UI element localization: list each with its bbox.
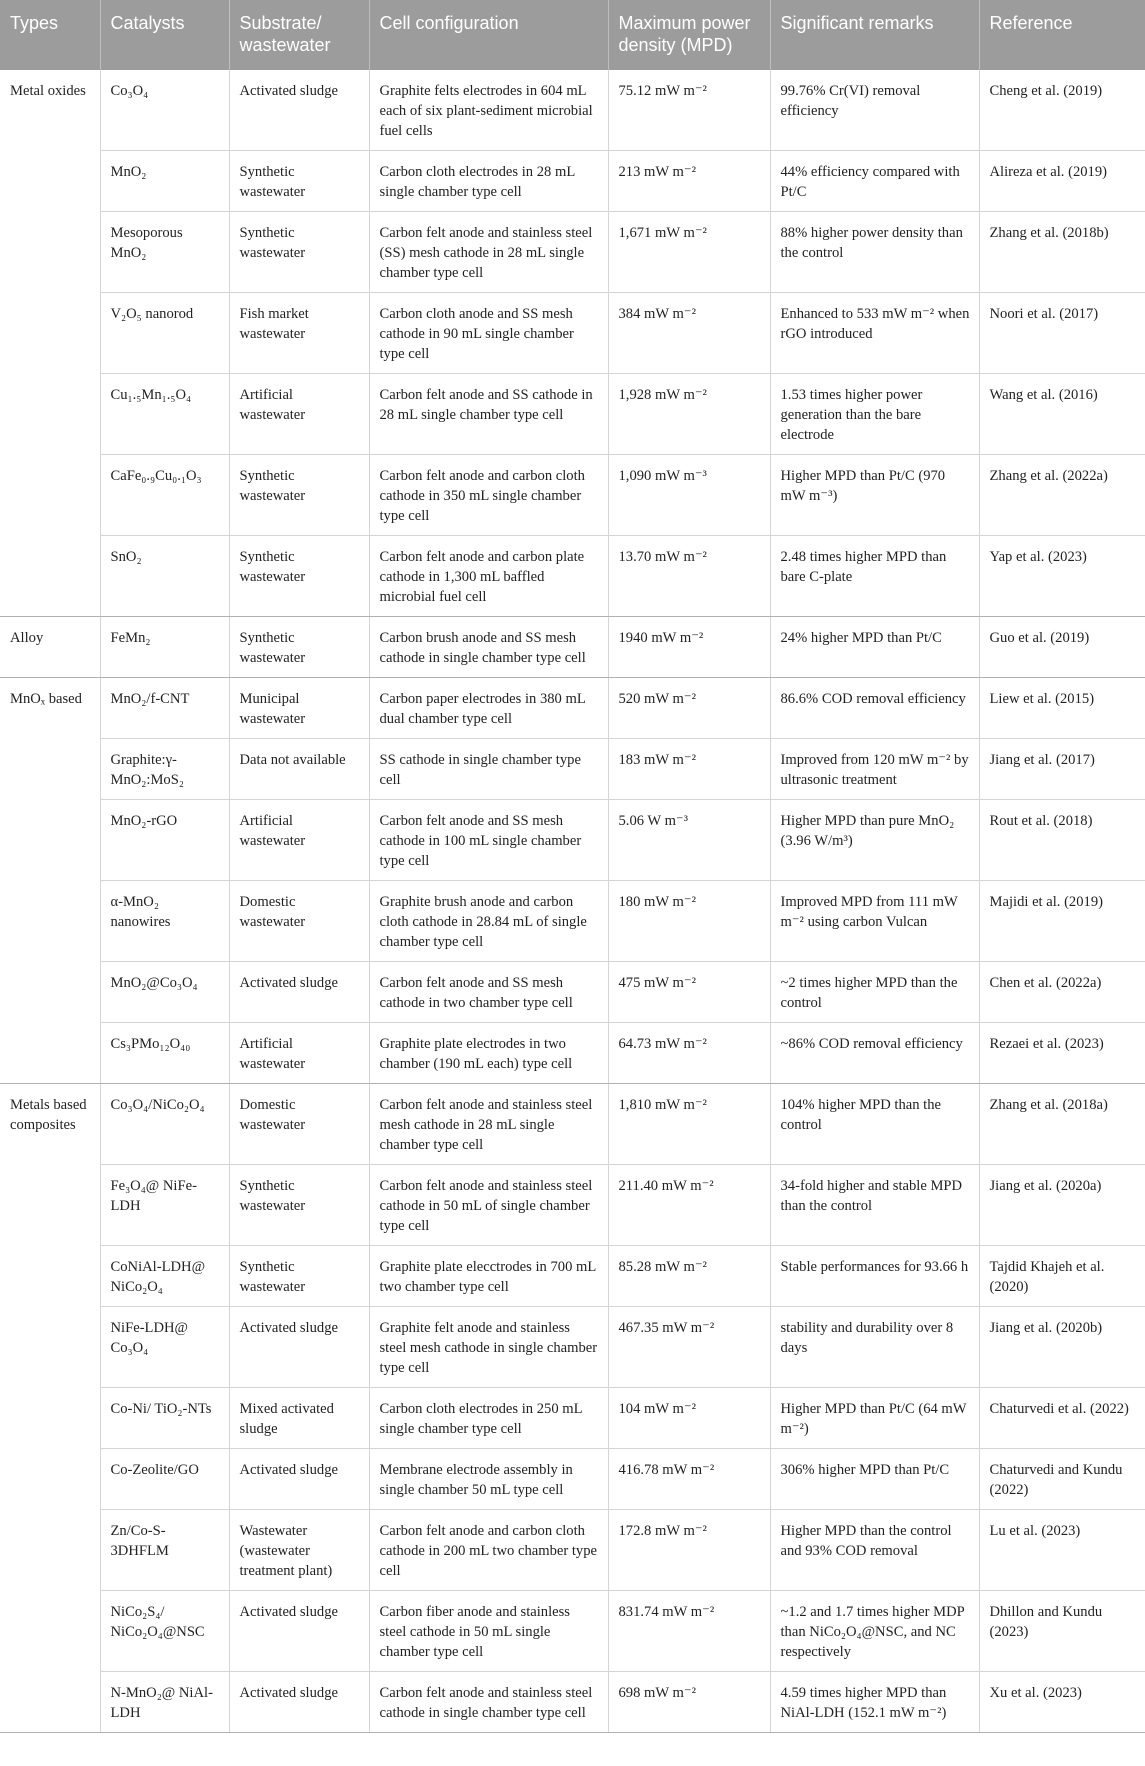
cell-configuration-cell: Carbon felt anode and stainless steel mesh cathode in 28 mL single chamber type cell xyxy=(369,1084,608,1165)
mpd-cell: 183 mW m⁻² xyxy=(608,739,770,800)
catalyst-cell: Co-Ni/ TiO₂-NTs xyxy=(100,1388,229,1449)
remarks-cell: 1.53 times higher power generation than the bare electrode xyxy=(770,374,979,455)
type-cell: Metal oxides xyxy=(0,70,100,617)
mpd-cell: 384 mW m⁻² xyxy=(608,293,770,374)
reference-cell: Jiang et al. (2017) xyxy=(979,739,1145,800)
table-row xyxy=(0,455,1145,536)
cell-configuration-cell: SS cathode in single chamber type cell xyxy=(369,739,608,800)
remarks-cell: 4.59 times higher MPD than NiAl-LDH (152.1 mW m⁻²) xyxy=(770,1672,979,1733)
cell-configuration-cell: Graphite brush anode and carbon cloth cathode in 28.84 mL of single chamber type cell xyxy=(369,881,608,962)
header-cell-configuration: Cell configuration xyxy=(369,0,608,70)
mpd-cell: 1,810 mW m⁻² xyxy=(608,1084,770,1165)
cell-configuration-cell: Carbon fiber anode and stainless steel cathode in 50 mL single chamber type cell xyxy=(369,1591,608,1672)
reference-cell: Yap et al. (2023) xyxy=(979,536,1145,617)
catalyst-cell: Co-Zeolite/GO xyxy=(100,1449,229,1510)
substrate-cell: Artificial wastewater xyxy=(229,800,369,881)
table-row xyxy=(0,800,1145,881)
table-row xyxy=(0,70,1145,151)
table-row xyxy=(0,1246,1145,1307)
cell-configuration-cell: Carbon brush anode and SS mesh cathode in single chamber type cell xyxy=(369,617,608,678)
reference-cell: Liew et al. (2015) xyxy=(979,678,1145,739)
cell-configuration-cell: Graphite plate elecctrodes in 700 mL two chamber type cell xyxy=(369,1246,608,1307)
catalyst-cell: MnO₂ xyxy=(100,151,229,212)
table-row xyxy=(0,212,1145,293)
remarks-cell: 24% higher MPD than Pt/C xyxy=(770,617,979,678)
header-substrate: Substrate/ wastewater xyxy=(229,0,369,70)
substrate-cell: Municipal wastewater xyxy=(229,678,369,739)
cell-configuration-cell: Membrane electrode assembly in single chamber 50 mL type cell xyxy=(369,1449,608,1510)
mpd-cell: 1940 mW m⁻² xyxy=(608,617,770,678)
cell-configuration-cell: Graphite plate electrodes in two chamber (190 mL each) type cell xyxy=(369,1023,608,1084)
catalyst-cell: N-MnO₂@ NiAl-LDH xyxy=(100,1672,229,1733)
reference-cell: Zhang et al. (2018a) xyxy=(979,1084,1145,1165)
table-row xyxy=(0,1449,1145,1510)
reference-cell: Wang et al. (2016) xyxy=(979,374,1145,455)
table-row xyxy=(0,293,1145,374)
reference-cell: Chaturvedi and Kundu (2022) xyxy=(979,1449,1145,1510)
catalyst-cell: MnO₂/f-CNT xyxy=(100,678,229,739)
substrate-cell: Artificial wastewater xyxy=(229,1023,369,1084)
cell-configuration-cell: Carbon felt anode and stainless steel cathode in 50 mL of single chamber type cell xyxy=(369,1165,608,1246)
substrate-cell: Synthetic wastewater xyxy=(229,1165,369,1246)
reference-cell: Lu et al. (2023) xyxy=(979,1510,1145,1591)
substrate-cell: Synthetic wastewater xyxy=(229,536,369,617)
header-catalysts: Catalysts xyxy=(100,0,229,70)
table-row xyxy=(0,1307,1145,1388)
remarks-cell: 44% efficiency compared with Pt/C xyxy=(770,151,979,212)
remarks-cell: 99.76% Cr(VI) removal efficiency xyxy=(770,70,979,151)
cell-configuration-cell: Graphite felt anode and stainless steel mesh cathode in single chamber type cell xyxy=(369,1307,608,1388)
mpd-cell: 75.12 mW m⁻² xyxy=(608,70,770,151)
type-cell: MnOₓ based xyxy=(0,678,100,1084)
reference-cell: Xu et al. (2023) xyxy=(979,1672,1145,1733)
remarks-cell: stability and durability over 8 days xyxy=(770,1307,979,1388)
substrate-cell: Activated sludge xyxy=(229,70,369,151)
cell-configuration-cell: Carbon felt anode and carbon cloth cathode in 350 mL single chamber type cell xyxy=(369,455,608,536)
reference-cell: Jiang et al. (2020a) xyxy=(979,1165,1145,1246)
mpd-cell: 467.35 mW m⁻² xyxy=(608,1307,770,1388)
remarks-cell: Higher MPD than Pt/C (64 mW m⁻²) xyxy=(770,1388,979,1449)
substrate-cell: Fish market wastewater xyxy=(229,293,369,374)
cell-configuration-cell: Carbon felt anode and carbon plate cathode in 1,300 mL baffled microbial fuel cell xyxy=(369,536,608,617)
catalyst-cell: MnO₂@Co₃O₄ xyxy=(100,962,229,1023)
substrate-cell: Activated sludge xyxy=(229,1672,369,1733)
reference-cell: Alireza et al. (2019) xyxy=(979,151,1145,212)
substrate-cell: Synthetic wastewater xyxy=(229,151,369,212)
substrate-cell: Synthetic wastewater xyxy=(229,455,369,536)
catalyst-cell: NiCo₂S₄/ NiCo₂O₄@NSC xyxy=(100,1591,229,1672)
table-row xyxy=(0,739,1145,800)
substrate-cell: Activated sludge xyxy=(229,962,369,1023)
cell-configuration-cell: Graphite felts electrodes in 604 mL each of six plant-sediment microbial fuel cells xyxy=(369,70,608,151)
remarks-cell: 104% higher MPD than the control xyxy=(770,1084,979,1165)
remarks-cell: Higher MPD than Pt/C (970 mW m⁻³) xyxy=(770,455,979,536)
reference-cell: Noori et al. (2017) xyxy=(979,293,1145,374)
substrate-cell: Artificial wastewater xyxy=(229,374,369,455)
catalyst-cell: Graphite:γ-MnO₂:MoS₂ xyxy=(100,739,229,800)
cell-configuration-cell: Carbon cloth anode and SS mesh cathode in 90 mL single chamber type cell xyxy=(369,293,608,374)
header-remarks: Significant remarks xyxy=(770,0,979,70)
mpd-cell: 1,928 mW m⁻² xyxy=(608,374,770,455)
remarks-cell: Improved from 120 mW m⁻² by ultrasonic treatment xyxy=(770,739,979,800)
catalyst-cell: α-MnO₂ nanowires xyxy=(100,881,229,962)
substrate-cell: Activated sludge xyxy=(229,1449,369,1510)
catalyst-cell: SnO₂ xyxy=(100,536,229,617)
cell-configuration-cell: Carbon felt anode and stainless steel cathode in single chamber type cell xyxy=(369,1672,608,1733)
header-reference: Reference xyxy=(979,0,1145,70)
substrate-cell: Synthetic wastewater xyxy=(229,617,369,678)
mpd-cell: 520 mW m⁻² xyxy=(608,678,770,739)
mpd-cell: 475 mW m⁻² xyxy=(608,962,770,1023)
table-row xyxy=(0,1388,1145,1449)
table-row xyxy=(0,1510,1145,1591)
reference-cell: Jiang et al. (2020b) xyxy=(979,1307,1145,1388)
table-row xyxy=(0,1672,1145,1733)
remarks-cell: 88% higher power density than the control xyxy=(770,212,979,293)
remarks-cell: 86.6% COD removal efficiency xyxy=(770,678,979,739)
catalyst-cell: Cu₁.₅Mn₁.₅O₄ xyxy=(100,374,229,455)
reference-cell: Guo et al. (2019) xyxy=(979,617,1145,678)
table-row xyxy=(0,1023,1145,1084)
mpd-cell: 211.40 mW m⁻² xyxy=(608,1165,770,1246)
remarks-cell: 34-fold higher and stable MPD than the control xyxy=(770,1165,979,1246)
reference-cell: Zhang et al. (2018b) xyxy=(979,212,1145,293)
header-mpd: Maximum power density (MPD) xyxy=(608,0,770,70)
remarks-cell: Improved MPD from 111 mW m⁻² using carbon Vulcan xyxy=(770,881,979,962)
substrate-cell: Domestic wastewater xyxy=(229,881,369,962)
table-header xyxy=(0,0,1145,70)
header-row xyxy=(0,0,1145,70)
mpd-cell: 416.78 mW m⁻² xyxy=(608,1449,770,1510)
mpd-cell: 1,090 mW m⁻³ xyxy=(608,455,770,536)
mpd-cell: 64.73 mW m⁻² xyxy=(608,1023,770,1084)
mpd-cell: 1,671 mW m⁻² xyxy=(608,212,770,293)
substrate-cell: Activated sludge xyxy=(229,1307,369,1388)
table-row xyxy=(0,881,1145,962)
catalyst-cell: CaFe₀.₉Cu₀.₁O₃ xyxy=(100,455,229,536)
cell-configuration-cell: Carbon felt anode and carbon cloth cathode in 200 mL two chamber type cell xyxy=(369,1510,608,1591)
reference-cell: Tajdid Khajeh et al. (2020) xyxy=(979,1246,1145,1307)
substrate-cell: Mixed activated sludge xyxy=(229,1388,369,1449)
remarks-cell: Higher MPD than pure MnO₂ (3.96 W/m³) xyxy=(770,800,979,881)
reference-cell: Rout et al. (2018) xyxy=(979,800,1145,881)
table-body xyxy=(0,70,1145,1733)
remarks-cell: 306% higher MPD than Pt/C xyxy=(770,1449,979,1510)
catalyst-cell: MnO₂-rGO xyxy=(100,800,229,881)
mpd-cell: 172.8 mW m⁻² xyxy=(608,1510,770,1591)
catalyst-cell: Fe₃O₄@ NiFe-LDH xyxy=(100,1165,229,1246)
substrate-cell: Domestic wastewater xyxy=(229,1084,369,1165)
reference-cell: Majidi et al. (2019) xyxy=(979,881,1145,962)
mpd-cell: 213 mW m⁻² xyxy=(608,151,770,212)
type-cell: Metals based composites xyxy=(0,1084,100,1733)
cell-configuration-cell: Carbon felt anode and SS cathode in 28 mL single chamber type cell xyxy=(369,374,608,455)
catalyst-cell: Co₃O₄/NiCo₂O₄ xyxy=(100,1084,229,1165)
table-row xyxy=(0,617,1145,678)
type-cell: Alloy xyxy=(0,617,100,678)
catalyst-cell: FeMn₂ xyxy=(100,617,229,678)
cell-configuration-cell: Carbon felt anode and SS mesh cathode in two chamber type cell xyxy=(369,962,608,1023)
catalyst-cell: CoNiAl-LDH@ NiCo₂O₄ xyxy=(100,1246,229,1307)
header-types: Types xyxy=(0,0,100,70)
table-row xyxy=(0,1591,1145,1672)
cell-configuration-cell: Carbon felt anode and SS mesh cathode in 100 mL single chamber type cell xyxy=(369,800,608,881)
table-row xyxy=(0,151,1145,212)
catalyst-cell: Cs₃PMo₁₂O₄₀ xyxy=(100,1023,229,1084)
cell-configuration-cell: Carbon cloth electrodes in 250 mL single chamber type cell xyxy=(369,1388,608,1449)
substrate-cell: Activated sludge xyxy=(229,1591,369,1672)
substrate-cell: Synthetic wastewater xyxy=(229,212,369,293)
table-row xyxy=(0,962,1145,1023)
cell-configuration-cell: Carbon paper electrodes in 380 mL dual chamber type cell xyxy=(369,678,608,739)
remarks-cell: ~2 times higher MPD than the control xyxy=(770,962,979,1023)
reference-cell: Chaturvedi et al. (2022) xyxy=(979,1388,1145,1449)
catalyst-cell: Zn/Co-S-3DHFLM xyxy=(100,1510,229,1591)
remarks-cell: Enhanced to 533 mW m⁻² when rGO introduced xyxy=(770,293,979,374)
reference-cell: Cheng et al. (2019) xyxy=(979,70,1145,151)
substrate-cell: Data not available xyxy=(229,739,369,800)
reference-cell: Chen et al. (2022a) xyxy=(979,962,1145,1023)
catalyst-cell: Co₃O₄ xyxy=(100,70,229,151)
catalyst-cell: Mesoporous MnO₂ xyxy=(100,212,229,293)
substrate-cell: Synthetic wastewater xyxy=(229,1246,369,1307)
substrate-cell: Wastewater (wastewater treatment plant) xyxy=(229,1510,369,1591)
table-row xyxy=(0,536,1145,617)
table-row xyxy=(0,678,1145,739)
remarks-cell: Higher MPD than the control and 93% COD removal xyxy=(770,1510,979,1591)
remarks-cell: ~1.2 and 1.7 times higher MDP than NiCo₂O₄@NSC, and NC respectively xyxy=(770,1591,979,1672)
reference-cell: Rezaei et al. (2023) xyxy=(979,1023,1145,1084)
cell-configuration-cell: Carbon cloth electrodes in 28 mL single chamber type cell xyxy=(369,151,608,212)
remarks-cell: ~86% COD removal efficiency xyxy=(770,1023,979,1084)
mpd-cell: 13.70 mW m⁻² xyxy=(608,536,770,617)
mpd-cell: 104 mW m⁻² xyxy=(608,1388,770,1449)
cell-configuration-cell: Carbon felt anode and stainless steel (SS) mesh cathode in 28 mL single chamber type cell xyxy=(369,212,608,293)
table-row xyxy=(0,374,1145,455)
mpd-cell: 698 mW m⁻² xyxy=(608,1672,770,1733)
mpd-cell: 85.28 mW m⁻² xyxy=(608,1246,770,1307)
table-row xyxy=(0,1084,1145,1165)
reference-cell: Zhang et al. (2022a) xyxy=(979,455,1145,536)
mpd-cell: 5.06 W m⁻³ xyxy=(608,800,770,881)
remarks-cell: 2.48 times higher MPD than bare C-plate xyxy=(770,536,979,617)
remarks-cell: Stable performances for 93.66 h xyxy=(770,1246,979,1307)
mpd-cell: 831.74 mW m⁻² xyxy=(608,1591,770,1672)
mpd-cell: 180 mW m⁻² xyxy=(608,881,770,962)
reference-cell: Dhillon and Kundu (2023) xyxy=(979,1591,1145,1672)
table-row xyxy=(0,1165,1145,1246)
catalyst-cell: NiFe-LDH@ Co₃O₄ xyxy=(100,1307,229,1388)
catalyst-cell: V₂O₅ nanorod xyxy=(100,293,229,374)
